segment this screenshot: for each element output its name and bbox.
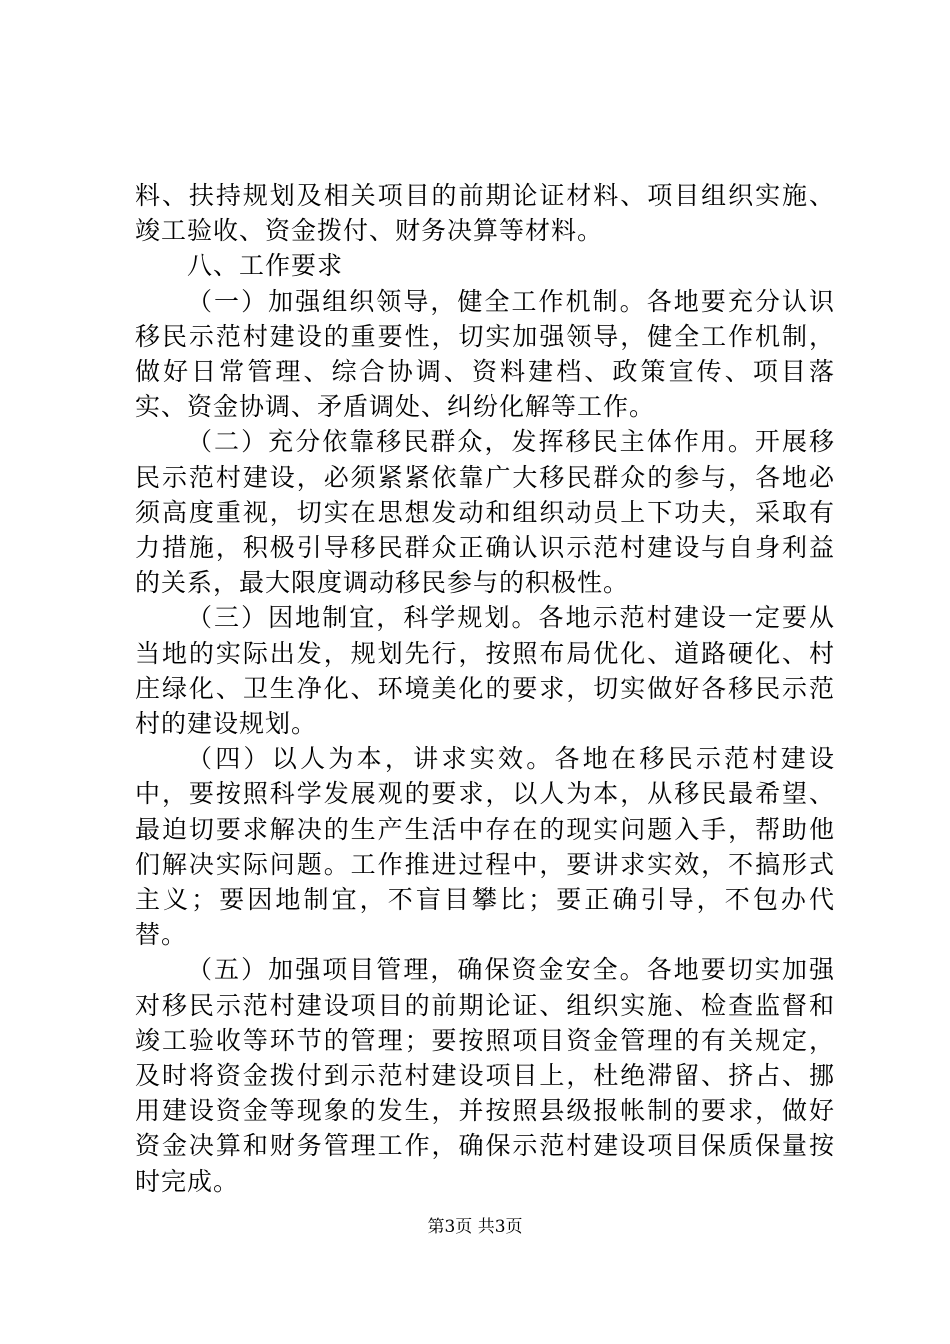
- page-number-label: 第3页 共3页: [427, 1217, 523, 1237]
- section-heading-work-requirements: 八、工作要求: [187, 251, 344, 281]
- paragraph-requirement-1: （一）加强组织领导，健全工作机制。各地要充分认识移民示范村建设的重要性，切实加强领导，健全工作机制，做好日常管理、综合协调、资料建档、政策宣传、项目落实、资金协调、矛盾调处、纠纷化解等工作。: [135, 286, 835, 422]
- paragraph-requirement-4: （四）以人为本，讲求实效。各地在移民示范村建设中，要按照科学发展观的要求，以人为本，从移民最希望、最迫切要求解决的生产生活中存在的现实问题入手，帮助他们解决实际问题。工作推进过程中，要讲求实效，不搞形式主义；要因地制宜，不盲目攀比；要正确引导，不包办代替。: [135, 744, 835, 950]
- document-body: [135, 178, 835, 1199]
- paragraph-requirement-5: （五）加强项目管理，确保资金安全。各地要切实加强对移民示范村建设项目的前期论证、组织实施、检查监督和竣工验收等环节的管理；要按照项目资金管理的有关规定，及时将资金拨付到示范村建设项目上，杜绝滞留、挤占、挪用建设资金等现象的发生，并按照县级报帐制的要求，做好资金决算和财务管理工作，确保示范村建设项目保质保量按时完成。: [135, 955, 835, 1196]
- paragraph-requirement-2: （二）充分依靠移民群众，发挥移民主体作用。开展移民示范村建设，必须紧紧依靠广大移民群众的参与，各地必须高度重视，切实在思想发动和组织动员上下功夫，采取有力措施，积极引导移民群众正确认识示范村建设与自身利益的关系，最大限度调动移民参与的积极性。: [135, 427, 835, 598]
- paragraph-continuation: 料、扶持规划及相关项目的前期论证材料、项目组织实施、竣工验收、资金拨付、财务决算等材料。: [135, 181, 835, 246]
- page-footer: [0, 1216, 950, 1238]
- paragraph-requirement-3: （三）因地制宜，科学规划。各地示范村建设一定要从当地的实际出发，规划先行，按照布局优化、道路硬化、村庄绿化、卫生净化、环境美化的要求，切实做好各移民示范村的建设规划。: [135, 603, 835, 739]
